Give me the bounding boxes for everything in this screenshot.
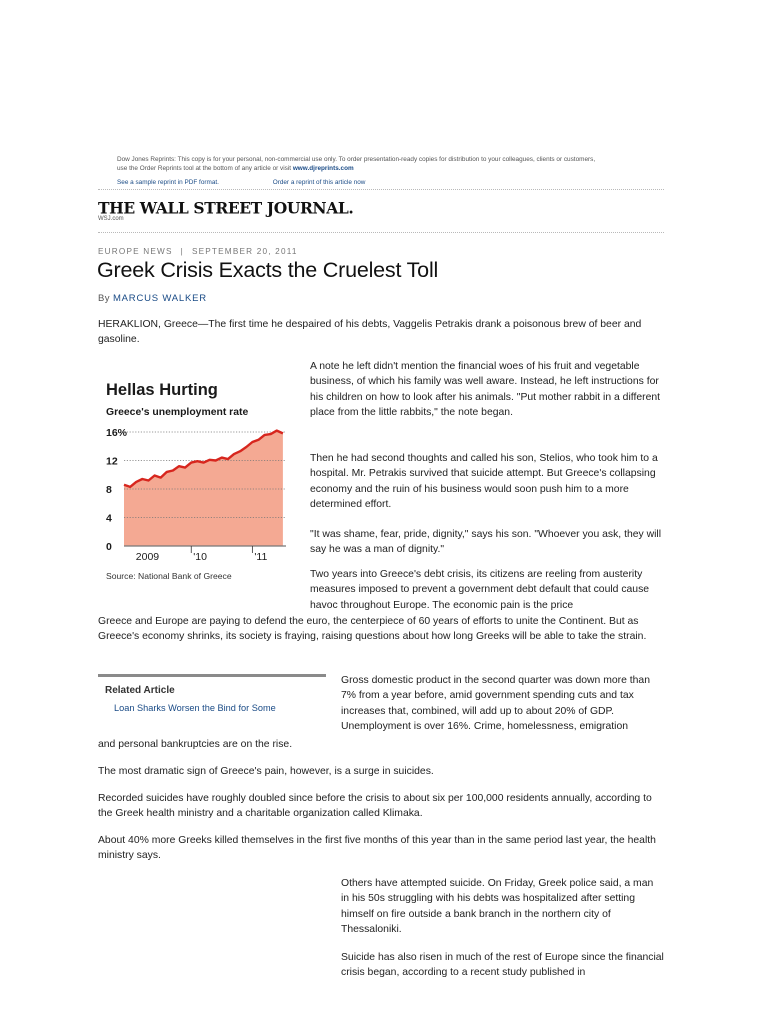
paragraph-5a: Two years into Greece's debt crisis, its citizens are reeling from austerity measures imposed to prevent a government debt default that could cause havoc throughout Europe. The economic pain is the price: [310, 569, 650, 611]
related-article-bar: [98, 674, 326, 677]
article-date: SEPTEMBER 20, 2011: [191, 247, 298, 256]
paragraph-2: A note he left didn't mention the financial woes of his fruit and vegetable business, of which his family was well aware. Instead, he left instructions for his children on how to look after his animals. "Put mother rabbit in a different place from the little rabbits," the note began.: [310, 361, 661, 419]
article-kicker: [98, 247, 298, 256]
related-article-heading: Related Article: [105, 685, 175, 696]
author-link[interactable]: MARCUS WALKER: [112, 293, 207, 304]
y-tick-label: 4: [106, 512, 112, 525]
divider: [98, 189, 664, 190]
reprint-links: [117, 179, 665, 188]
chart-svg: [103, 364, 292, 586]
kicker-separator: |: [180, 247, 184, 256]
sample-reprint-link[interactable]: See a sample reprint in PDF format.: [117, 179, 219, 186]
paragraph-6a: Gross domestic product in the second quarter was down more than 7% from a year before, amid government spending cuts and tax increases that, combined, will add up to about 20% of GDP. Unemployment is over 16%. Crime, homelessness, emigration: [341, 675, 650, 733]
reprint-url-link[interactable]: www.djreprints.com: [292, 164, 354, 172]
paragraph-6b: and personal bankruptcies are on the rise.: [98, 739, 293, 750]
masthead: [98, 198, 353, 222]
unemployment-chart: [103, 364, 292, 586]
paragraph-7: The most dramatic sign of Greece's pain, however, is a surge in suicides.: [98, 766, 434, 777]
paragraph-3: Then he had second thoughts and called his son, Stelios, who took him to a hospital. Mr. Petrakis survived that suicide attempt. But Greece's collapsing economy and the ruin of his business would soon push him to a more determined effort.: [310, 453, 658, 511]
wsj-com-label: WSJ.com: [98, 216, 124, 222]
byline: [98, 293, 207, 304]
x-tick-label: '11: [254, 551, 268, 563]
chart-title: Hellas Hurting: [106, 381, 218, 399]
wsj-logo: THE WALL STREET JOURNAL.: [98, 197, 354, 218]
order-reprint-link[interactable]: Order a reprint of this article now: [272, 179, 366, 186]
y-tick-label: 8: [106, 484, 112, 496]
paragraph-4: "It was shame, fear, pride, dignity," says his son. "Whoever you ask, they will say he was a man of dignity.": [310, 529, 662, 556]
byline-prefix: By: [98, 293, 110, 304]
reprint-text-line2: [117, 165, 665, 174]
divider: [98, 232, 664, 233]
chart-source: Source: National Bank of Greece: [106, 571, 232, 581]
chart-subtitle: Greece's unemployment rate: [106, 407, 249, 418]
y-tick-label: 0: [106, 541, 112, 553]
reprint-text-line1: Dow Jones Reprints: This copy is for your personal, non-commercial use only. To order presentation-ready copies for distribution to your colleagues, clients or customers,: [117, 156, 596, 163]
paragraph-9: About 40% more Greeks killed themselves in the first five months of this year than in the same period last year, the health ministry says.: [98, 835, 656, 862]
y-tick-label: 16%: [106, 427, 128, 439]
paragraph-1: HERAKLION, Greece—The first time he despaired of his debts, Vaggelis Petrakis drank a poisonous brew of beer and gasoline.: [98, 319, 642, 346]
paragraph-10: Others have attempted suicide. On Friday, Greek police said, a man in his 50s struggling with his debts was hospitalized after setting himself on fire outside a bank branch in the northern city of Thessaloniki.: [341, 878, 654, 936]
related-article-box: [98, 674, 326, 713]
x-tick-label: '10: [193, 551, 207, 563]
section-label: EUROPE NEWS: [98, 247, 173, 256]
article-headline: Greek Crisis Exacts the Cruelest Toll: [97, 258, 439, 282]
related-article-link[interactable]: Loan Sharks Worsen the Bind for Some: [114, 703, 276, 713]
paragraph-8: Recorded suicides have roughly doubled since before the crisis to about six per 100,000 residents annually, according to the Greek health ministry and a charitable organization called Klimaka.: [98, 793, 652, 820]
paragraph-5b: Greece and Europe are paying to defend the euro, the centerpiece of 60 years of efforts to unite the Continent. But as Greece's economy shrinks, its society is fraying, raising questions about how long Greeks will be able to take the strain.: [98, 616, 647, 643]
reprint-notice: [117, 156, 665, 188]
x-tick-label: 2009: [135, 551, 160, 563]
paragraph-11: Suicide has also risen in much of the rest of Europe since the financial crisis began, according to a recent study published in: [341, 952, 664, 979]
reprint-text-line2-body: use the Order Reprints tool at the bottom of any article or visit: [117, 164, 293, 172]
y-tick-label: 12: [106, 455, 118, 468]
